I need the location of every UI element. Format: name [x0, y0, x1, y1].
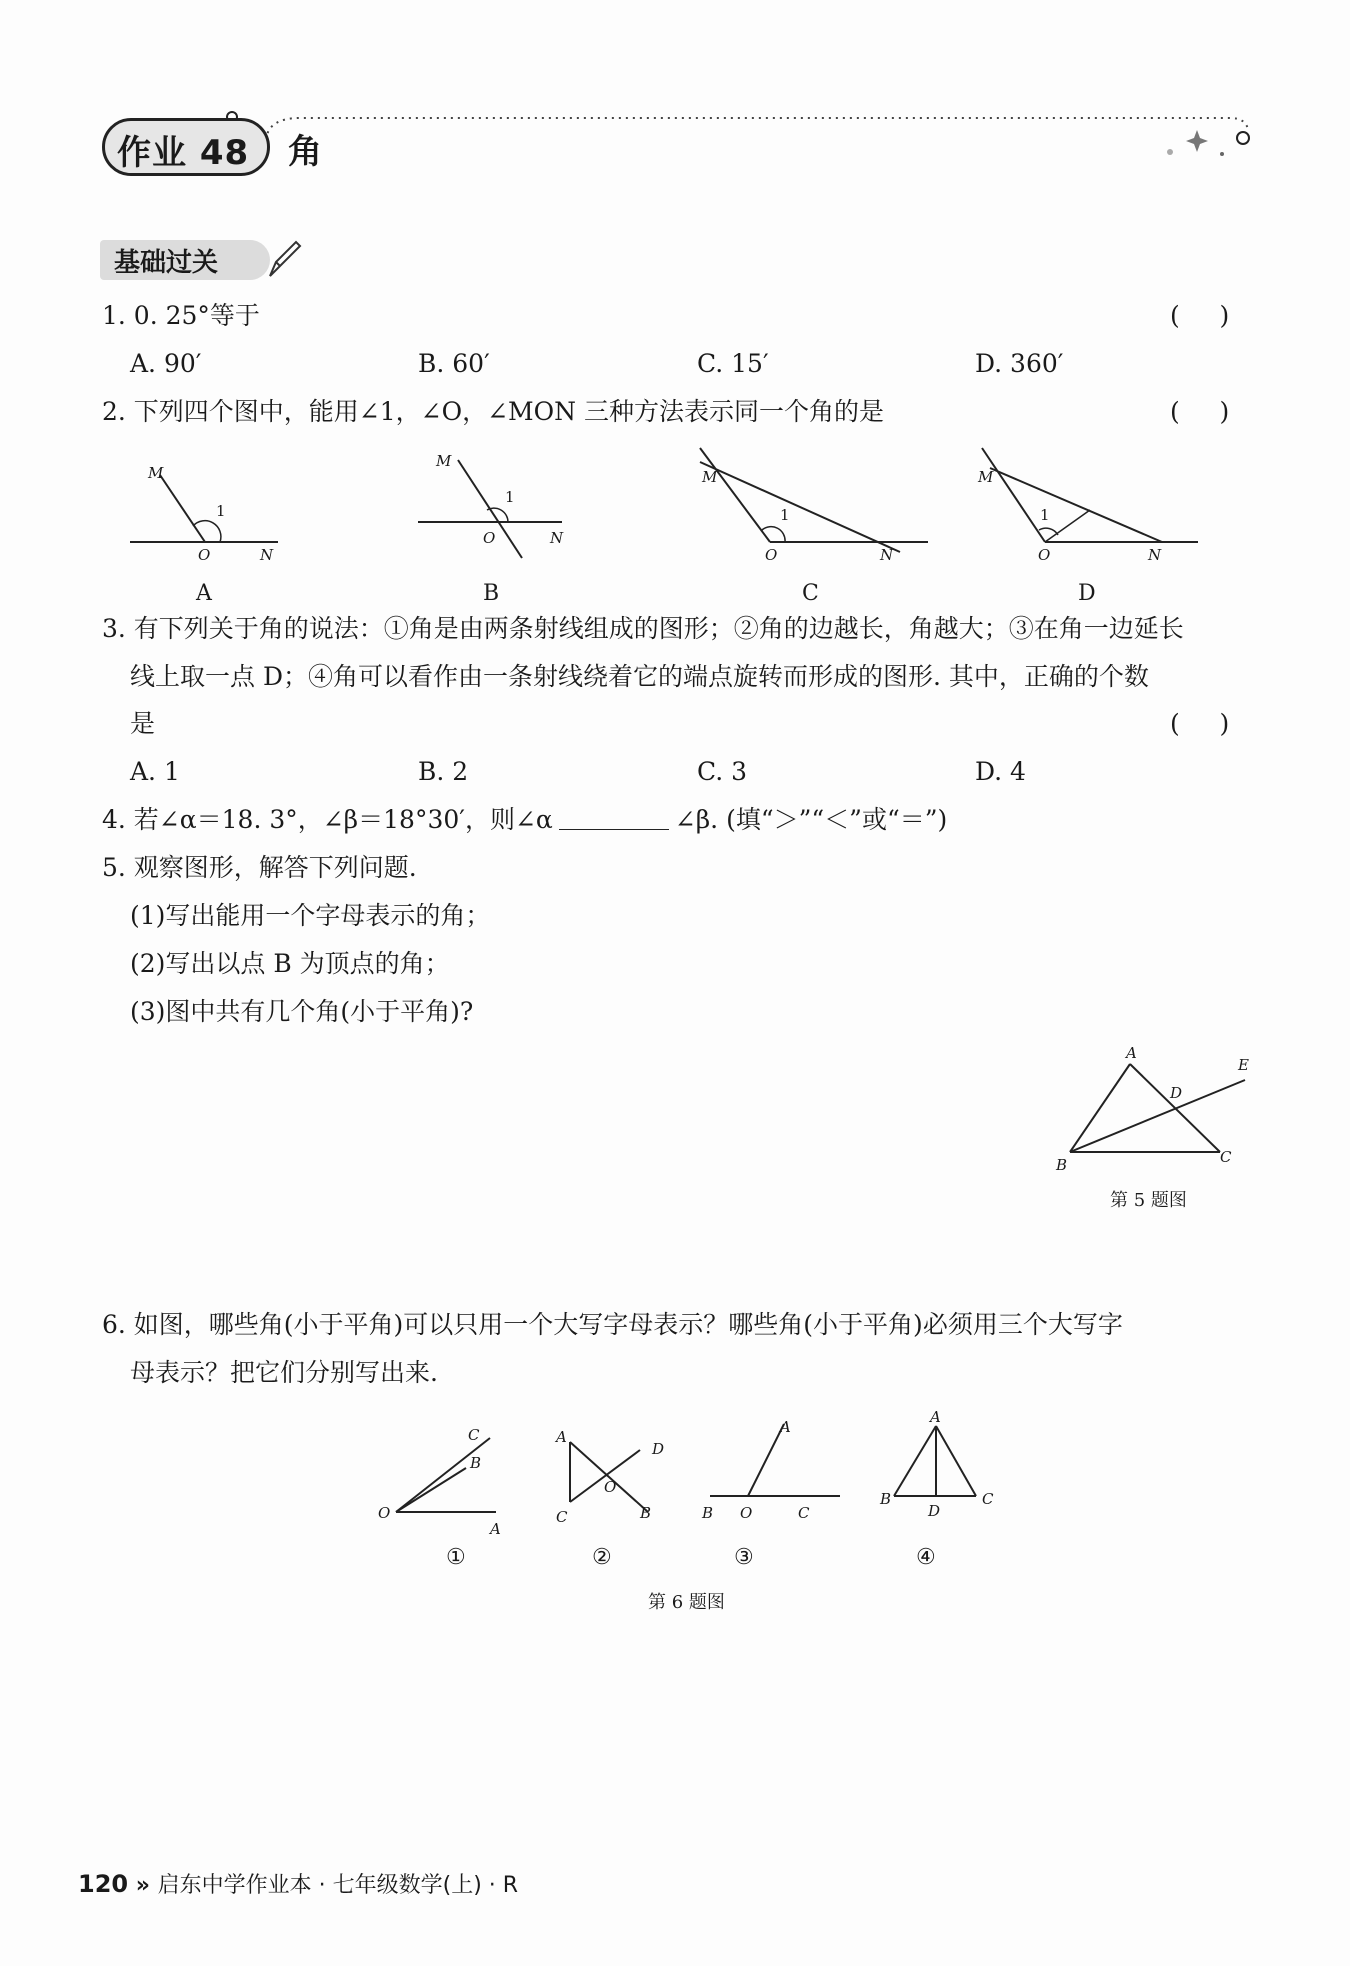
- svg-text:1: 1: [216, 502, 226, 520]
- svg-text:A: A: [1126, 1044, 1137, 1062]
- svg-text:C: C: [982, 1490, 994, 1508]
- question-5-sub-3: (3)图中共有几个角(小于平角)?: [130, 997, 474, 1026]
- page-title: 角: [288, 132, 322, 172]
- svg-text:1: 1: [780, 506, 790, 524]
- question-4: 4. 若∠α＝18. 3°，∠β＝18°30′，则∠α ∠β. (填“＞”“＜”或“＝”): [102, 805, 948, 834]
- svg-text:O: O: [740, 1504, 753, 1522]
- svg-text:C: C: [556, 1508, 568, 1526]
- svg-text:C: C: [468, 1426, 480, 1444]
- q2-figure-c: [700, 448, 928, 606]
- svg-text:M: M: [148, 464, 164, 482]
- svg-text:M: M: [436, 452, 452, 470]
- q6-figure-2: [554, 1428, 664, 1570]
- question-6-line-1: 6. 如图，哪些角(小于平角)可以只用一个大写字母表示？哪些角(小于平角)必须用三个大写字: [102, 1310, 1123, 1339]
- q2-figure-d: [977, 448, 1198, 606]
- svg-text:B: B: [702, 1504, 714, 1522]
- pencil-icon: [266, 236, 302, 282]
- svg-text:B: B: [880, 1490, 892, 1508]
- question-5-sub-1: (1)写出能用一个字母表示的角；: [130, 901, 491, 930]
- q6-figure-3: [701, 1418, 840, 1570]
- svg-text:D: D: [1170, 1084, 1183, 1102]
- q6-label-2: ②: [592, 1545, 612, 1570]
- answer-paren-1: ( ): [1170, 301, 1230, 330]
- question-3-line-1: 3. 有下列关于角的说法：①角是由两条射线组成的图形；②角的边越长，角越大；③在角一边延长: [102, 614, 1184, 643]
- svg-text:1: 1: [505, 488, 515, 506]
- q6-figure-1: [378, 1426, 501, 1570]
- svg-text:A: A: [930, 1410, 941, 1426]
- section-heading: [100, 236, 296, 282]
- fill-blank[interactable]: [559, 805, 669, 830]
- section-label: 基础过关: [114, 248, 219, 278]
- answer-paren-2: ( ): [1170, 397, 1230, 426]
- svg-text:M: M: [978, 468, 994, 486]
- q3-option-c: C. 3: [697, 757, 748, 786]
- svg-text:O: O: [483, 529, 496, 547]
- question-5: 5. 观察图形，解答下列问题.: [102, 853, 417, 882]
- svg-text:1: 1: [1040, 506, 1050, 524]
- q6-label-1: ①: [446, 1545, 466, 1570]
- question-5-sub-2: (2)写出以点 B 为顶点的角；: [130, 949, 450, 978]
- q6-label-4: ④: [916, 1545, 936, 1570]
- q1-option-d: D. 360′: [975, 349, 1064, 378]
- svg-text:O: O: [378, 1504, 391, 1522]
- q3-option-a: A. 1: [130, 757, 180, 786]
- svg-text:N: N: [880, 546, 894, 564]
- question-2: 2. 下列四个图中，能用∠1，∠O，∠MON 三种方法表示同一个角的是: [102, 397, 884, 426]
- q1-option-b: B. 60′: [418, 349, 490, 378]
- assignment-number-badge: [102, 118, 270, 176]
- svg-text:B: B: [1056, 1156, 1068, 1174]
- svg-text:A: A: [490, 1520, 501, 1538]
- q2-label-b: B: [483, 581, 500, 606]
- q3-option-d: D. 4: [975, 757, 1026, 786]
- svg-text:N: N: [550, 529, 564, 547]
- assignment-number: 作业 48: [117, 133, 250, 173]
- svg-text:C: C: [1220, 1148, 1232, 1166]
- q2-label-c: C: [802, 581, 819, 606]
- q6-label-3: ③: [734, 1545, 754, 1570]
- svg-text:N: N: [260, 546, 274, 564]
- svg-text:O: O: [198, 546, 211, 564]
- svg-text:E: E: [1238, 1056, 1249, 1074]
- svg-text:B: B: [470, 1454, 482, 1472]
- svg-text:M: M: [702, 468, 718, 486]
- question-1: 1. 0. 25°等于: [102, 301, 260, 330]
- q6-figures: [370, 1410, 1020, 1580]
- q2-figure-b: [418, 452, 564, 606]
- q2-figure-a: [130, 464, 278, 606]
- answer-paren-3: ( ): [1170, 709, 1230, 738]
- svg-text:N: N: [1148, 546, 1162, 564]
- question-3-line-2: 线上取一点 D；④角可以看作由一条射线绕着它的端点旋转而形成的图形. 其中，正确的个数: [130, 662, 1149, 691]
- svg-text:C: C: [798, 1504, 810, 1522]
- page-number: 120: [78, 1870, 129, 1898]
- svg-text:O: O: [1038, 546, 1051, 564]
- svg-text:O: O: [765, 546, 778, 564]
- book-title: 启东中学作业本 · 七年级数学(上) · R: [157, 1873, 519, 1898]
- q1-option-a: A. 90′: [130, 349, 202, 378]
- svg-text:D: D: [928, 1502, 941, 1520]
- question-3-line-3: 是: [130, 709, 156, 738]
- q3-option-b: B. 2: [418, 757, 469, 786]
- q1-option-c: C. 15′: [697, 349, 769, 378]
- double-chevron-icon: »: [135, 1873, 150, 1898]
- q2-figures: [0, 440, 1350, 610]
- svg-text:O: O: [604, 1478, 617, 1496]
- q6-figure-caption: 第 6 题图: [648, 1592, 725, 1613]
- svg-text:B: B: [640, 1504, 652, 1522]
- q2-label-a: A: [196, 581, 212, 606]
- page-footer: [78, 1868, 518, 1899]
- question-6-line-2: 母表示？把它们分别写出来.: [130, 1358, 438, 1387]
- q5-figure-caption: 第 5 题图: [1110, 1190, 1187, 1211]
- q6-figure-4: [879, 1410, 994, 1570]
- svg-text:A: A: [780, 1418, 791, 1436]
- q5-figure: [1040, 1040, 1270, 1180]
- svg-text:A: A: [556, 1428, 567, 1446]
- svg-text:D: D: [652, 1440, 665, 1458]
- q2-label-d: D: [1078, 581, 1096, 606]
